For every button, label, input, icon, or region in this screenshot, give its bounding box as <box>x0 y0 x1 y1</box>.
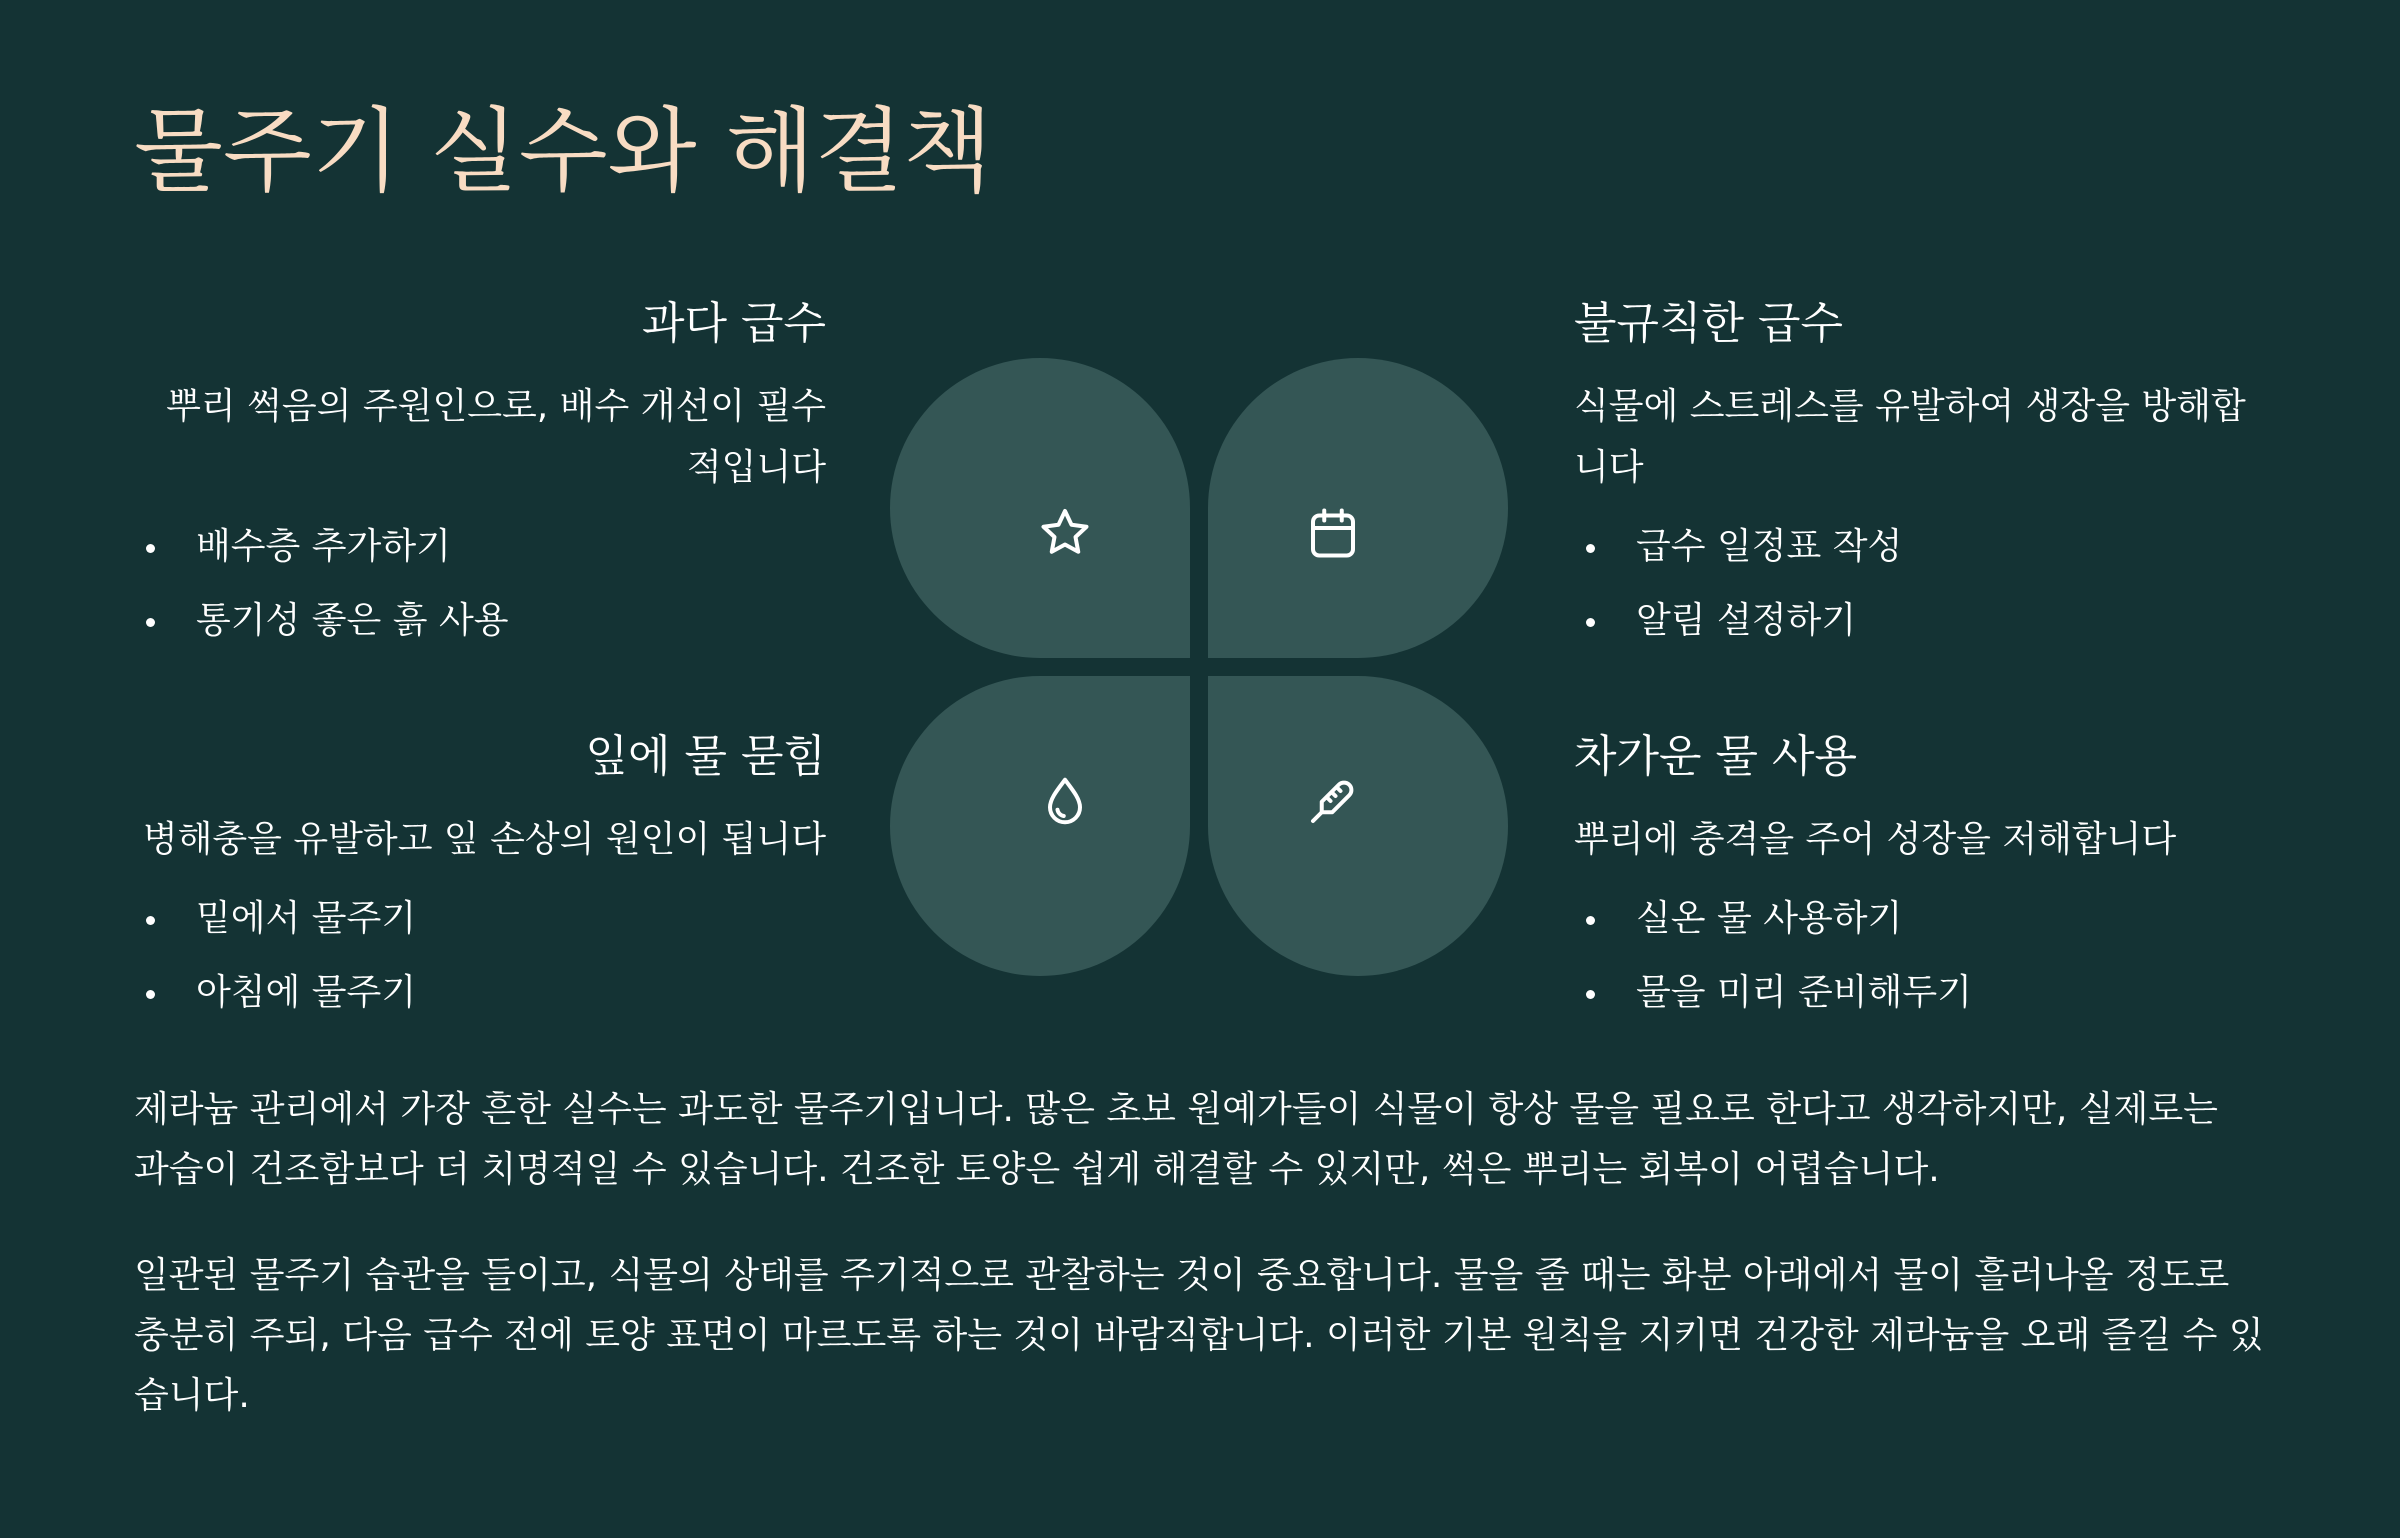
irregular-watering-heading: 불규칙한 급수 <box>1574 298 1844 349</box>
overwatering-heading: 과다 급수 <box>641 298 826 349</box>
list-item: 알림 설정하기 <box>1574 584 2266 658</box>
body-paragraph: 일관된 물주기 습관을 들이고, 식물의 상태를 주기적으로 관찰하는 것이 중요합니다. 물을 줄 때는 화분 아래에서 물이 흘러나올 정도로 충분히 주되, 다음 급수 전에 토양 표면이 마르도록 하는 것이 바람직합니다. 이러한 기본 원칙을 지키면 건강한 제라늄을 오래 즐길 수 있습니다. <box>134 1255 2264 1416</box>
cold-water-list <box>1574 882 2266 1030</box>
cold-water-description: 뿌리에 충격을 주어 성장을 저해합니다 <box>1574 819 2177 860</box>
leaf-top-left <box>890 358 1190 658</box>
wet-leaves-section <box>134 727 826 1030</box>
irregular-watering-description: 식물에 스트레스를 유발하여 생장을 방해합니다 <box>1574 386 2246 488</box>
wet-leaves-list <box>134 882 826 1030</box>
list-item: 밑에서 물주기 <box>134 882 826 956</box>
leaf-bottom-left <box>890 676 1190 976</box>
list-item: 급수 일정표 작성 <box>1574 510 2266 584</box>
water-drop-icon <box>1035 771 1095 831</box>
list-item: 아침에 물주기 <box>134 956 826 1030</box>
list-item: 배수층 추가하기 <box>134 510 826 584</box>
body-paragraph: 제라늄 관리에서 가장 흔한 실수는 과도한 물주기입니다. 많은 초보 원예가들이 식물이 항상 물을 필요로 한다고 생각하지만, 실제로는 과습이 건조함보다 더 치명적일 수 있습니다. 건조한 토양은 쉽게 해결할 수 있지만, 썩은 뿌리는 회복이 어렵습니다. <box>134 1089 2218 1190</box>
irregular-watering-section <box>1574 294 2266 658</box>
wet-leaves-description: 병해충을 유발하고 잎 손상의 원인이 됩니다 <box>142 819 826 860</box>
list-item: 물을 미리 준비해두기 <box>1574 956 2266 1030</box>
list-item: 실온 물 사용하기 <box>1574 882 2266 956</box>
calendar-icon <box>1303 503 1363 563</box>
star-icon <box>1035 503 1095 563</box>
cold-water-heading: 차가운 물 사용 <box>1574 731 1857 782</box>
irregular-watering-list <box>1574 510 2266 658</box>
cold-water-section <box>1574 727 2266 1030</box>
thermometer-icon <box>1303 771 1363 831</box>
wet-leaves-heading: 잎에 물 묻힘 <box>585 731 826 782</box>
overwatering-section <box>134 294 826 658</box>
leaf-bottom-right <box>1208 676 1508 976</box>
page-title: 물주기 실수와 해결책 <box>134 98 993 205</box>
overwatering-list <box>134 510 826 658</box>
clover-diagram <box>890 358 1508 976</box>
list-item: 통기성 좋은 흙 사용 <box>134 584 826 658</box>
leaf-top-right <box>1208 358 1508 658</box>
overwatering-description: 뿌리 썩음의 주원인으로, 배수 개선이 필수적입니다 <box>166 386 826 488</box>
